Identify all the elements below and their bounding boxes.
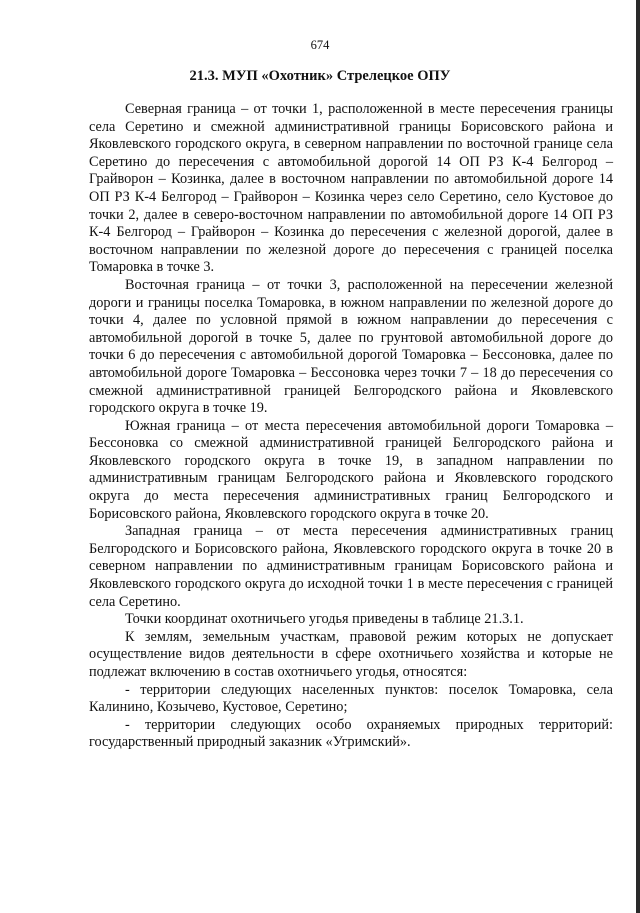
paragraph-eastern-border: Восточная граница – от точки 3, расположенной на пересечении железной дороги и границы поселка Томаровка, в южном направлении по железной дороге до точки 4, далее по условной прямой в южном направлении до пересечения с автомобильной дорогой в точке 5, далее по грунтовой автомобильной дороге до точки 6 до пересечения с автомобильной дорогой Томаровка – Бессоновка, далее по автомобильной дороге Томаровка – Бессоновка через точки 7 – 18 до пересечения со смежной административной границей Белгородского района и Яковлевского городского округа в точке 19.	[89, 276, 613, 417]
body-text	[89, 101, 613, 752]
paragraph-southern-border: Южная граница – от места пересечения автомобильной дороги Томаровка – Бессоновка со смежной административной границей Белгородского района и Яковлевского городского округа в точке 19, в западном направлении по административным границам Белгородского района и Яковлевского городского округа до места пересечения административных границ Белгородского и Борисовского района, Яковлевского городского округа в точке 20.	[89, 417, 613, 522]
paragraph-northern-border: Северная граница – от точки 1, расположенной в месте пересечения границы села Серетино и смежной административной границы Борисовского района и Яковлевского городского округа, в северном направлении по восточной границе села Серетино до пересечения с автомобильной дорогой 14 ОП РЗ К-4 Белгород – Грайворон – Козинка, далее в восточном направлении по автомобильной дороге 14 ОП РЗ К-4 Белгород – Грайворон – Козинка через село Серетино, село Кустовое до точки 2, далее в северо-восточном направлении по автомобильной дороге 14 ОП РЗ К-4 Белгород – Грайворон – Козинка до пересечения с железной дорогой, далее в восточном направлении по железной дороге до пересечения с границей поселка Томаровка в точке 3.	[89, 101, 613, 276]
paragraph-western-border: Западная граница – от места пересечения административных границ Белгородского и Борисовского района, Яковлевского городского округа в точке 20 в северном направлении по административным границам Борисовского района и Яковлевского городского округа до исходной точки 1 в месте пересечения с границей села Серетино.	[89, 523, 613, 610]
section-heading: 21.3. МУП «Охотник» Стрелецкое ОПУ	[189, 68, 451, 84]
list-item-settlements: - территории следующих населенных пунктов: поселок Томаровка, села Калинино, Козычево, Кустовое, Серетино;	[89, 681, 613, 716]
paragraph-excluded-lands: К землям, земельным участкам, правовой режим которых не допускает осуществление видов деятельности в сфере охотничьего хозяйства и которые не подлежат включению в состав охотничьего угодья, относятся:	[89, 628, 613, 680]
list-item-protected-areas: - территории следующих особо охраняемых природных территорий: государственный природный заказник «Угримский».	[89, 716, 613, 751]
scan-edge	[636, 0, 640, 913]
page-number: 674	[310, 38, 330, 52]
paragraph-coordinates-reference: Точки координат охотничьего угодья приведены в таблице 21.3.1.	[125, 611, 524, 628]
